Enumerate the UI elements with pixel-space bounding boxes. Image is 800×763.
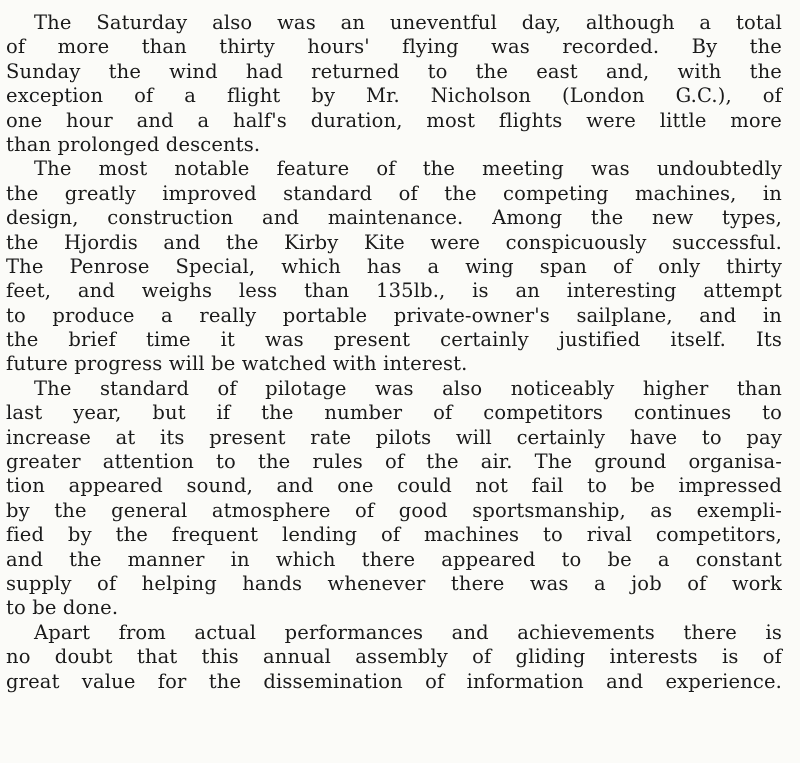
text-line: great value for the dissemination of information and experience. <box>6 669 782 693</box>
text-line: the brief time it was present certainly justified itself. Its <box>6 328 782 352</box>
text-line: no doubt that this annual assembly of gliding interests is of <box>6 645 782 669</box>
text-line: the greatly improved standard of the competing machines, in <box>6 181 782 205</box>
text-line: greater attention to the rules of the air. The ground organisa- <box>6 450 782 474</box>
text-line: The Saturday also was an uneventful day, although a total <box>34 11 782 34</box>
text-line: of more than thirty hours' flying was recorded. By the <box>6 35 782 59</box>
text-line: increase at its present rate pilots will certainly have to pay <box>6 425 782 449</box>
text-line: by the general atmosphere of good sportsmanship, as exempli- <box>6 498 782 522</box>
text-line: Apart from actual performances and achievements there is <box>34 620 782 644</box>
paragraph-pilotage <box>6 377 782 621</box>
text-line: feet, and weighs less than 135lb., is an interesting attempt <box>6 279 782 303</box>
text-line: to be done. <box>6 596 119 620</box>
text-line: The most notable feature of the meeting was undoubtedly <box>34 157 782 181</box>
text-line: one hour and a half's duration, most flights were little more <box>6 108 782 132</box>
text-line: the Hjordis and the Kirby Kite were conspicuously successful. <box>6 230 782 254</box>
text-line: The standard of pilotage was also noticeably higher than <box>34 376 782 400</box>
text-line: future progress will be watched with interest. <box>6 352 468 376</box>
paragraph-saturday <box>6 11 782 157</box>
paragraph-conclusion <box>6 621 782 694</box>
text-line: Sunday the wind had returned to the east and, with the <box>6 59 782 83</box>
text-line: exception of a flight by Mr. Nicholson (London G.C.), of <box>6 84 782 108</box>
text-line: to produce a really portable private-owner's sailplane, and in <box>6 303 782 327</box>
text-line: tion appeared sound, and one could not fail to be impressed <box>6 474 782 498</box>
text-line: supply of helping hands whenever there was a job of work <box>6 571 782 595</box>
text-line: and the manner in which there appeared to be a constant <box>6 547 782 571</box>
text-line: fied by the frequent lending of machines to rival competitors, <box>6 523 782 547</box>
paragraph-notable-feature <box>6 157 782 377</box>
article-body <box>6 11 782 694</box>
text-line: The Penrose Special, which has a wing span of only thirty <box>6 254 782 278</box>
text-line: design, construction and maintenance. Among the new types, <box>6 206 782 230</box>
text-line: last year, but if the number of competitors continues to <box>6 401 782 425</box>
text-line: than prolonged descents. <box>6 132 261 156</box>
